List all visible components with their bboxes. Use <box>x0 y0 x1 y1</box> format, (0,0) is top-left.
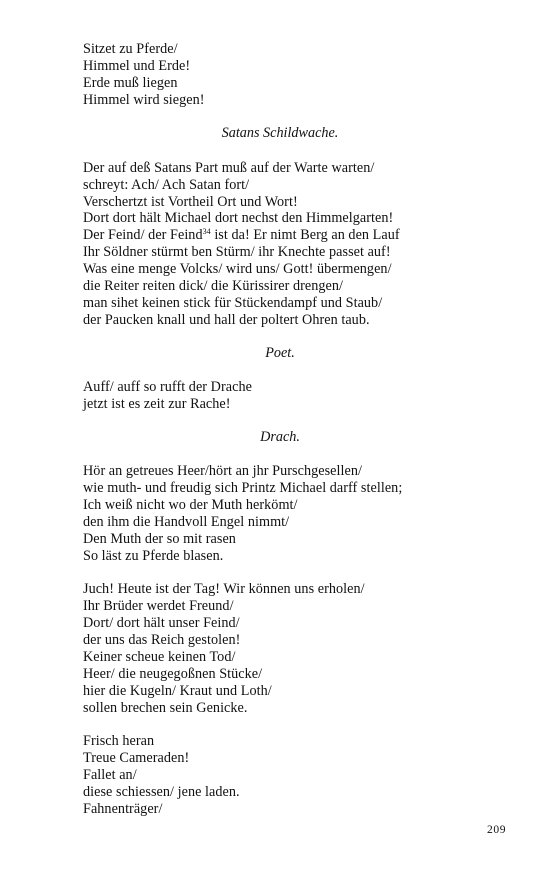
verse-line: Fahnenträger/ <box>83 801 163 817</box>
verse-line: Treue Cameraden! <box>83 750 190 766</box>
verse-line: die Reiter reiten dick/ die Kürissirer drengen/ <box>83 278 343 294</box>
verse-line: Der auf deß Satans Part muß auf der Warte warten/ <box>83 160 375 176</box>
speaker-heading-drach: Drach. <box>260 429 300 445</box>
verse-line: Juch! Heute ist der Tag! Wir können uns erholen/ <box>83 581 365 597</box>
verse-line: Erde muß liegen <box>83 75 178 91</box>
verse-line: den ihm die Handvoll Engel nimmt/ <box>83 514 290 530</box>
verse-line: der uns das Reich gestolen! <box>83 632 241 648</box>
verse-line: der Paucken knall und hall der poltert Ohren taub. <box>83 312 370 328</box>
verse-line: Keiner scheue keinen Tod/ <box>83 649 236 665</box>
verse-line: Dort dort hält Michael dort nechst den Himmelgarten! <box>83 210 394 226</box>
speaker-heading-satan: Satans Schildwache. <box>221 125 339 141</box>
verse-line: Dort/ dort hält unser Feind/ <box>83 615 240 631</box>
verse-line: Ich weiß nicht wo der Muth herkömt/ <box>83 497 298 513</box>
verse-line: Himmel und Erde! <box>83 58 191 74</box>
verse-text: Der Feind/ der Feind <box>83 227 203 243</box>
verse-line-with-footnote <box>83 227 400 244</box>
footnote-marker: 34 <box>202 227 211 236</box>
verse-line: Auff/ auff so rufft der Drache <box>83 379 252 395</box>
verse-line: So läst zu Pferde blasen. <box>83 548 224 564</box>
verse-line: sollen brechen sein Genicke. <box>83 700 248 716</box>
verse-line: Verschertzt ist Vortheil Ort und Wort! <box>83 194 298 210</box>
verse-line: diese schiessen/ jene laden. <box>83 784 240 800</box>
verse-line: hier die Kugeln/ Kraut und Loth/ <box>83 683 272 699</box>
verse-line: Heer/ die neugegoßnen Stücke/ <box>83 666 263 682</box>
verse-line: Ihr Brüder werdet Freund/ <box>83 598 234 614</box>
verse-line: Den Muth der so mit rasen <box>83 531 236 547</box>
page-number: 209 <box>487 824 507 836</box>
verse-line: man sihet keinen stick für Stückendampf und Staub/ <box>83 295 383 311</box>
verse-line: Ihr Söldner stürmt ben Stürm/ ihr Knechte passet auf! <box>83 244 391 260</box>
verse-line: Himmel wird siegen! <box>83 92 205 108</box>
verse-line: Sitzet zu Pferde/ <box>83 41 178 57</box>
verse-text: ist da! Er nimt Berg an den Lauf <box>210 227 400 243</box>
verse-line: Frisch heran <box>83 733 155 749</box>
verse-line: jetzt ist es zeit zur Rache! <box>83 396 231 412</box>
verse-line: Fallet an/ <box>83 767 137 783</box>
verse-line: Was eine menge Volcks/ wird uns/ Gott! übermengen/ <box>83 261 392 277</box>
verse-line: Hör an getreues Heer/hört an jhr Purschgesellen/ <box>83 463 362 479</box>
verse-line: wie muth- und freudig sich Printz Michael darff stellen; <box>83 480 403 496</box>
verse-line: schreyt: Ach/ Ach Satan fort/ <box>83 177 250 193</box>
speaker-heading-poet: Poet. <box>265 345 295 361</box>
